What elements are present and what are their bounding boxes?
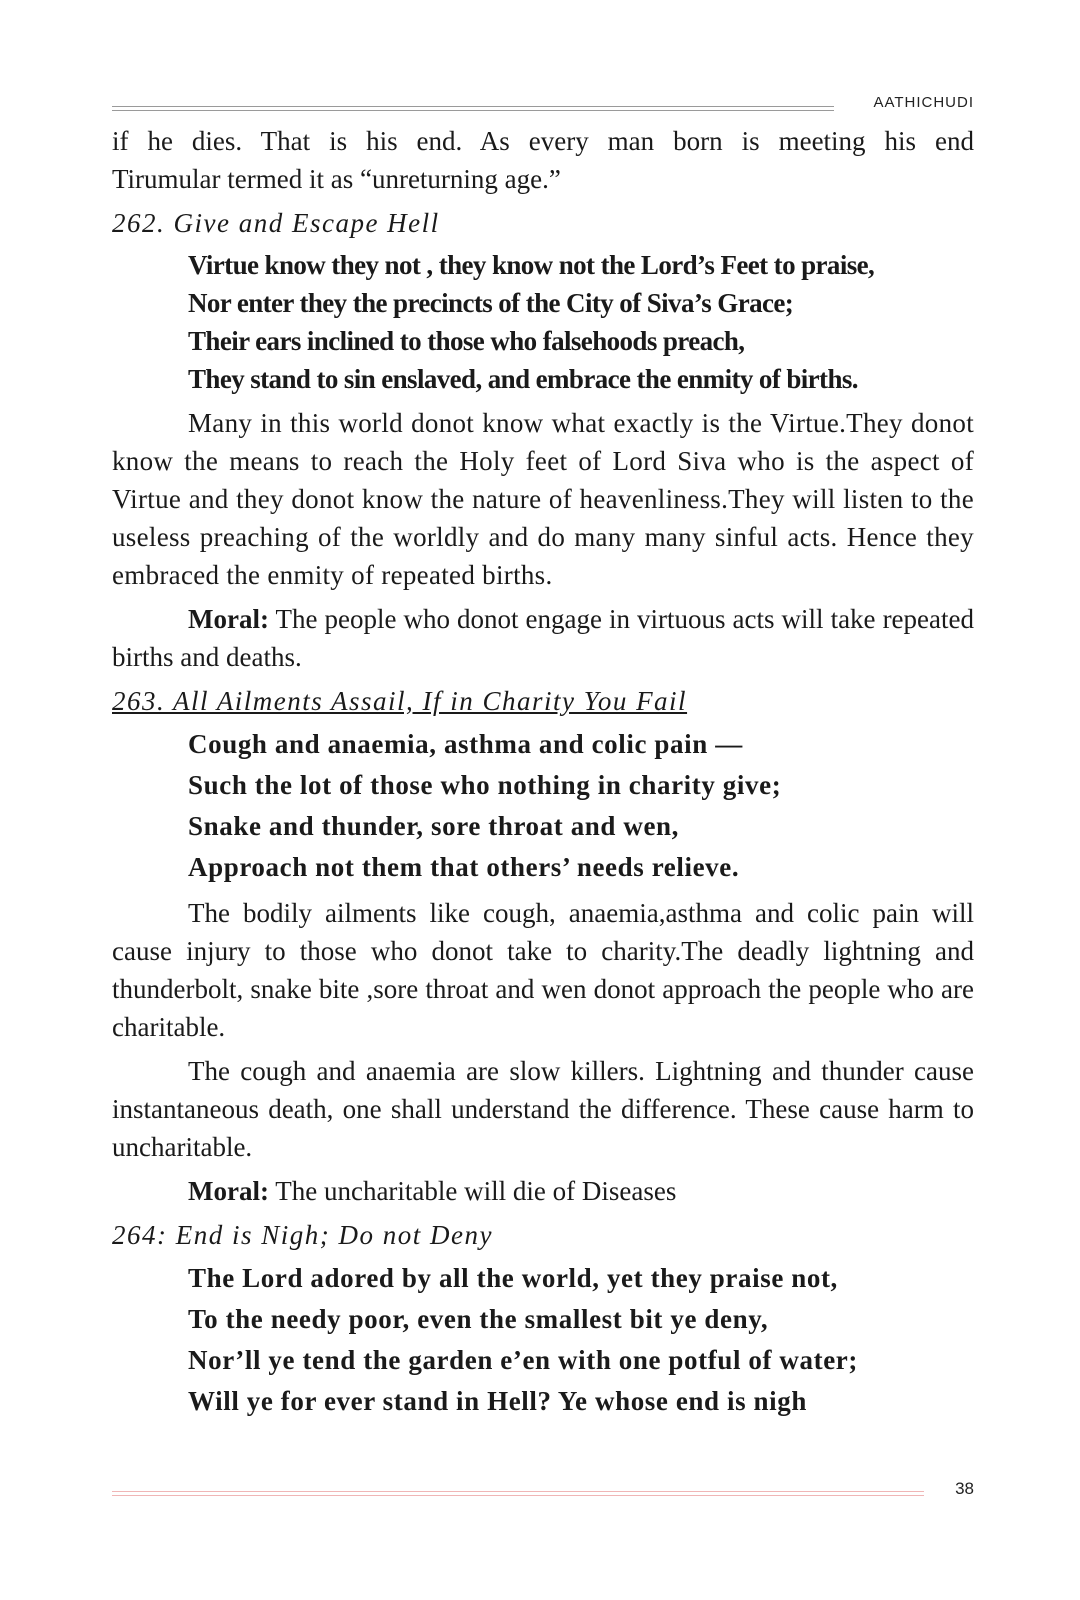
intro-line: Tirumular termed it as “unreturning age.” xyxy=(112,164,561,194)
verse-line: Nor enter they the precincts of the City of Siva’s Grace; xyxy=(188,288,794,318)
moral-text: The uncharitable will die of Diseases xyxy=(268,1176,677,1206)
verse-line: Cough and anaemia, asthma and colic pain — xyxy=(188,729,743,759)
moral-label: Moral: xyxy=(188,1176,269,1206)
section-heading-263: 263. All Ailments Assail, If in Charity You Fail xyxy=(112,686,688,716)
verse-line: To the needy poor, even the smallest bit ye deny, xyxy=(188,1304,769,1334)
verse-line: Nor’ll ye tend the garden e’en with one potful of water; xyxy=(188,1345,858,1375)
intro-line: if he dies. That is his end. As every man born is meeting his end xyxy=(112,126,974,156)
verse-line: Will ye for ever stand in Hell? Ye whose end is nigh xyxy=(188,1386,807,1416)
verse-line: Snake and thunder, sore throat and wen, xyxy=(188,811,680,841)
verse-262 xyxy=(188,246,974,398)
verse-line: The Lord adored by all the world, yet they praise not, xyxy=(188,1263,838,1293)
page-number: 38 xyxy=(955,1479,974,1498)
moral-263 xyxy=(112,1172,974,1210)
footer-rule xyxy=(112,1491,924,1496)
verse-line: Approach not them that others’ needs relieve. xyxy=(188,852,740,882)
moral-262 xyxy=(112,600,974,676)
running-header-title: AATHICHUDI xyxy=(873,94,974,111)
verse-line: Virtue know they not , they know not the Lord’s Feet to praise, xyxy=(188,250,875,280)
verse-line: They stand to sin enslaved, and embrace the enmity of births. xyxy=(188,364,858,394)
verse-line: Their ears inclined to those who falsehoods preach, xyxy=(188,326,745,356)
verse-264 xyxy=(188,1258,974,1422)
verse-line: Such the lot of those who nothing in charity give; xyxy=(188,770,782,800)
commentary-263-b: The cough and anaemia are slow killers. Lightning and thunder cause instantaneous death, one shall understand the difference. These cause harm to uncharitable. xyxy=(112,1056,974,1162)
running-header xyxy=(112,92,974,118)
header-rule xyxy=(112,106,834,111)
commentary-263-a: The bodily ailments like cough, anaemia,asthma and colic pain will cause injury to those who donot take to charity.The deadly lightning and thunderbolt, snake bite ,sore throat and wen donot approach the people who are charitable. xyxy=(112,898,974,1042)
page-content xyxy=(112,122,974,1422)
section-heading-264: 264: End is Nigh; Do not Deny xyxy=(112,1220,493,1250)
moral-text: The people who donot engage in virtuous acts will take repeated births and deaths. xyxy=(112,604,974,672)
page-footer xyxy=(112,1479,974,1508)
commentary-262: Many in this world donot know what exactly is the Virtue.They donot know the means to reach the Holy feet of Lord Siva who is the aspect of Virtue and they donot know the nature of heavenliness.They will listen to the useless preaching of the worldly and do many many sinful acts. Hence they embraced the enmity of repeated births. xyxy=(112,408,974,590)
section-heading-262: 262. Give and Escape Hell xyxy=(112,208,440,238)
intro-paragraph xyxy=(112,122,974,198)
verse-263 xyxy=(188,724,974,888)
moral-label: Moral: xyxy=(188,604,269,634)
